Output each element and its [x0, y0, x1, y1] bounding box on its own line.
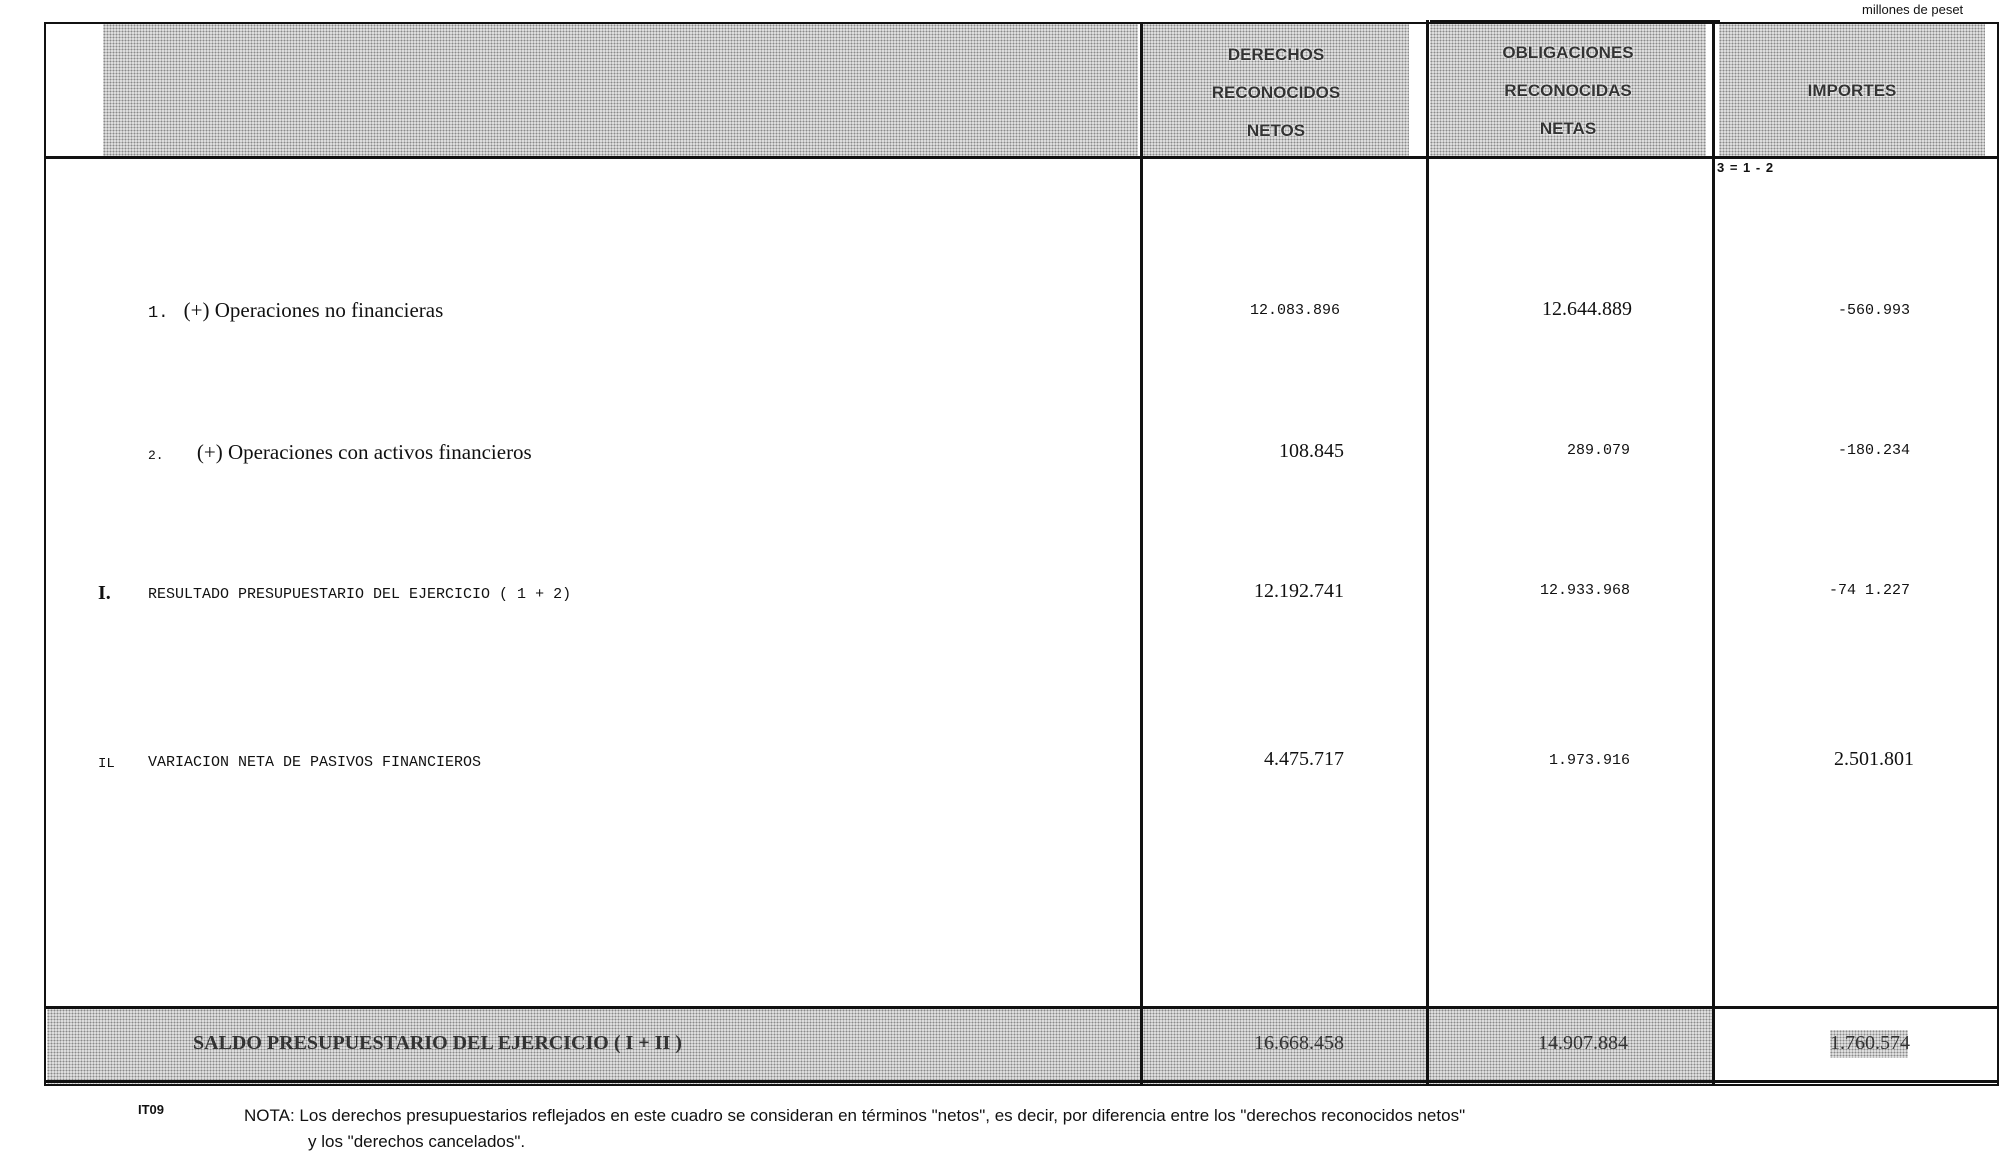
- header-derechos-line2: RECONOCIDOS: [1211, 83, 1341, 102]
- header-obligaciones: [1430, 24, 1706, 156]
- note-line-1: NOTA: Los derechos presupuestarios reflejados en este cuadro se consideran en términos "netos", es decir, por diferencia entre los "derechos reconocidos netos": [244, 1106, 1466, 1125]
- row-I-importes: -74 1.227: [1828, 582, 1910, 599]
- note-line-2: y los "derechos cancelados".: [308, 1132, 526, 1151]
- header-obligaciones-line3: NETAS: [1539, 119, 1597, 138]
- total-obligaciones: 14.907.884: [1538, 1032, 1628, 1054]
- row-1-text: (+) Operaciones no financieras: [183, 298, 444, 322]
- row-II-number: IL: [98, 756, 115, 772]
- row-1-derechos: 12.083.896: [1249, 302, 1340, 319]
- total-derechos: 16.668.458: [1254, 1032, 1344, 1054]
- header-derechos-line1: DERECHOS: [1227, 45, 1325, 64]
- row-II-derechos: 4.475.717: [1264, 748, 1344, 770]
- header-derechos: [1143, 24, 1409, 156]
- row-2-derechos: 108.845: [1279, 440, 1344, 462]
- row-2-obligaciones: 289.079: [1566, 442, 1630, 459]
- row-2-label: [148, 440, 532, 465]
- row-I-derechos: 12.192.741: [1254, 580, 1344, 602]
- row-2-text: (+) Operaciones con activos financieros: [196, 440, 532, 464]
- row-1-label: [148, 298, 443, 323]
- row-II-obligaciones: 1.973.916: [1548, 752, 1630, 769]
- row-II-importes: 2.501.801: [1834, 748, 1914, 770]
- column-divider-2: [1426, 20, 1429, 1086]
- header-label-shading: [103, 24, 1138, 156]
- header-derechos-line3: NETOS: [1246, 121, 1306, 140]
- column-divider-1: [1140, 22, 1143, 1086]
- row-I-obligaciones: 12.933.968: [1539, 582, 1630, 599]
- row-1-obligaciones: 12.644.889: [1542, 298, 1632, 320]
- table-code: IT09: [138, 1102, 165, 1117]
- row-II-label: VARIACION NETA DE PASIVOS FINANCIEROS: [148, 754, 482, 771]
- header-importes: [1719, 24, 1985, 156]
- header-obligaciones-line2: RECONOCIDAS: [1504, 81, 1632, 100]
- units-label: millones de peset: [1862, 2, 1964, 17]
- row-1-importes: -560.993: [1837, 302, 1910, 319]
- row-1-number: 1.: [148, 304, 169, 323]
- header-importes-text: IMPORTES: [1807, 81, 1897, 100]
- header-obligaciones-line1: OBLIGACIONES: [1502, 43, 1634, 62]
- column-divider-3: [1712, 20, 1715, 1086]
- row-2-importes: -180.234: [1837, 442, 1910, 459]
- importes-formula: 3 = 1 - 2: [1717, 160, 1775, 175]
- row-2-number: 2.: [148, 448, 164, 463]
- table-bottom-rule: [44, 1080, 1999, 1083]
- table-frame: [44, 22, 1999, 1086]
- total-label: SALDO PRESUPUESTARIO DEL EJERCICIO ( I + II ): [193, 1032, 682, 1054]
- total-importes: 1.760.574: [1830, 1032, 1910, 1054]
- row-I-label: RESULTADO PRESUPUESTARIO DEL EJERCICIO ( 1 + 2): [148, 586, 572, 603]
- row-I-number: I.: [98, 582, 111, 604]
- header-top-rule-obligaciones: [1430, 20, 1720, 23]
- header-rule: [44, 156, 1999, 159]
